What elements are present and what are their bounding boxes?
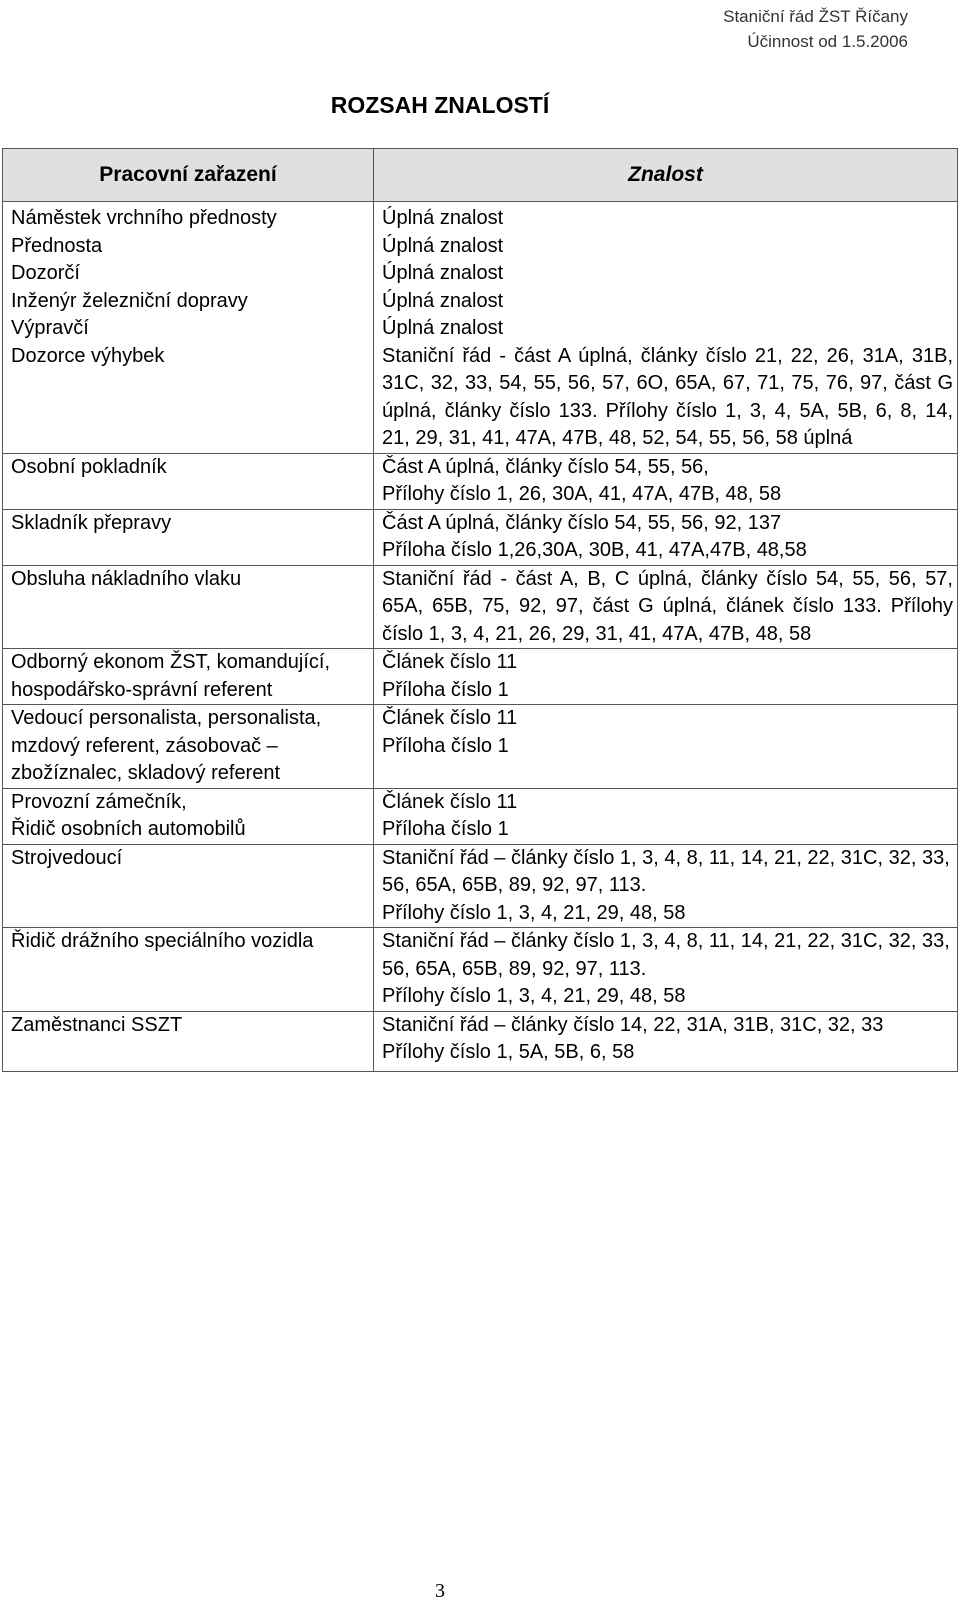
knowledge-cell bbox=[374, 705, 958, 789]
knowledge-cell: Úplná znalost bbox=[374, 288, 958, 316]
knowledge-cell bbox=[374, 1011, 958, 1071]
position-cell: Inženýr železniční dopravy bbox=[3, 288, 374, 316]
knowledge-cell bbox=[374, 509, 958, 565]
table-row bbox=[3, 565, 958, 649]
table-row bbox=[3, 788, 958, 844]
table-row bbox=[3, 705, 958, 789]
knowledge-cell: Úplná znalost bbox=[374, 260, 958, 288]
knowledge-cell: Staniční řád - část A, B, C úplná, články číslo 54, 55, 56, 57, 65A, 65B, 75, 92, 97, část G úplná, článek číslo 133. Přílohy číslo 1, 3, 4, 21, 26, 29, 31, 41, 47A, 47B, 48, 58 bbox=[374, 565, 958, 649]
page-number: 3 bbox=[435, 1580, 445, 1602]
table-header-row bbox=[3, 149, 958, 202]
position-cell: Náměstek vrchního přednosty bbox=[3, 202, 374, 233]
knowledge-cell bbox=[374, 788, 958, 844]
position-cell: Zaměstnanci SSZT bbox=[3, 1011, 374, 1071]
knowledge-line: Přílohy číslo 1, 3, 4, 21, 29, 48, 58 bbox=[382, 901, 686, 924]
position-cell: Řidič drážního speciálního vozidla bbox=[3, 928, 374, 1012]
table-row bbox=[3, 260, 958, 288]
table-row bbox=[3, 844, 958, 928]
table-row bbox=[3, 928, 958, 1012]
knowledge-cell: Úplná znalost bbox=[374, 233, 958, 261]
position-cell: Osobní pokladník bbox=[3, 453, 374, 509]
knowledge-line: Článek číslo 11 bbox=[382, 651, 518, 673]
column-header-knowledge: Znalost bbox=[374, 149, 958, 202]
knowledge-cell: Staniční řád - část A úplná, články číslo 21, 22, 26, 31A, 31B, 31C, 32, 33, 54, 55, 56, 57, 6O, 65A, 67, 71, 75, 76, 97, část G úplná, články číslo 133. Přílohy číslo 1, 3, 4, 5A, 5B, 6, 8, 14, 21, 29, 31, 41, 47A, 47B, 48, 52, 54, 55, 56, 58 úplná bbox=[374, 343, 958, 454]
knowledge-cell bbox=[374, 649, 958, 705]
position-cell: Odborný ekonom ŽST, komandující, hospodářsko-správní referent bbox=[3, 649, 374, 705]
knowledge-line: Staniční řád – články číslo 1, 3, 4, 8, 11, 14, 21, 22, 31C, 32, 33, 56, 65A, 65B, 89, 92, 97, 113. bbox=[382, 846, 950, 896]
position-line: Provozní zámečník, bbox=[11, 790, 187, 813]
header-line-2: Účinnost od 1.5.2006 bbox=[747, 32, 908, 51]
table-row bbox=[3, 233, 958, 261]
table-row bbox=[3, 288, 958, 316]
knowledge-line: Přílohy číslo 1, 3, 4, 21, 29, 48, 58 bbox=[382, 985, 686, 1007]
knowledge-line: Přílohy číslo 1, 5A, 5B, 6, 58 bbox=[382, 1041, 635, 1063]
knowledge-cell: Úplná znalost bbox=[374, 202, 958, 233]
knowledge-line: Článek číslo 11 bbox=[382, 790, 518, 813]
knowledge-cell bbox=[374, 844, 958, 928]
position-cell: Vedoucí personalista, personalista, mzdový referent, zásobovač – zbožíznalec, skladový referent bbox=[3, 705, 374, 789]
position-cell: Skladník přepravy bbox=[3, 509, 374, 565]
running-header bbox=[723, 4, 908, 54]
knowledge-line: Příloha číslo 1 bbox=[382, 818, 509, 840]
table-row bbox=[3, 202, 958, 233]
knowledge-line: Příloha číslo 1 bbox=[382, 734, 509, 757]
position-cell: Výpravčí bbox=[3, 315, 374, 343]
knowledge-line: Příloha číslo 1,26,30A, 30B, 41, 47A,47B, 48,58 bbox=[382, 539, 807, 561]
position-cell: Obsluha nákladního vlaku bbox=[3, 565, 374, 649]
table-row bbox=[3, 315, 958, 343]
knowledge-line: Staniční řád – články číslo 14, 22, 31A, 31B, 31C, 32, 33 bbox=[382, 1013, 884, 1036]
page-title: ROZSAH ZNALOSTÍ bbox=[330, 92, 550, 118]
table-row bbox=[3, 343, 958, 454]
knowledge-table bbox=[2, 148, 958, 1072]
knowledge-line: Přílohy číslo 1, 26, 30A, 41, 47A, 47B, 48, 58 bbox=[382, 483, 782, 505]
knowledge-line: Část A úplná, články číslo 54, 55, 56, bbox=[382, 455, 709, 478]
position-line: Řidič osobních automobilů bbox=[11, 818, 246, 840]
knowledge-line: Část A úplná, články číslo 54, 55, 56, 92, 137 bbox=[382, 511, 782, 534]
table-row bbox=[3, 509, 958, 565]
table-row bbox=[3, 649, 958, 705]
column-header-position: Pracovní zařazení bbox=[3, 149, 374, 202]
position-cell: Dozorčí bbox=[3, 260, 374, 288]
position-cell: Strojvedoucí bbox=[3, 844, 374, 928]
knowledge-cell bbox=[374, 928, 958, 1012]
table-row bbox=[3, 1011, 958, 1071]
table-row bbox=[3, 453, 958, 509]
knowledge-line: Článek číslo 11 bbox=[382, 707, 518, 729]
header-line-1: Staniční řád ŽST Říčany bbox=[723, 7, 908, 26]
knowledge-cell: Úplná znalost bbox=[374, 315, 958, 343]
knowledge-line: Příloha číslo 1 bbox=[382, 678, 509, 701]
position-cell: Přednosta bbox=[3, 233, 374, 261]
knowledge-cell bbox=[374, 453, 958, 509]
position-cell bbox=[3, 788, 374, 844]
knowledge-line: Staniční řád – články číslo 1, 3, 4, 8, 11, 14, 21, 22, 31C, 32, 33, 56, 65A, 65B, 89, 92, 97, 113. bbox=[382, 930, 950, 980]
position-cell: Dozorce výhybek bbox=[3, 343, 374, 454]
